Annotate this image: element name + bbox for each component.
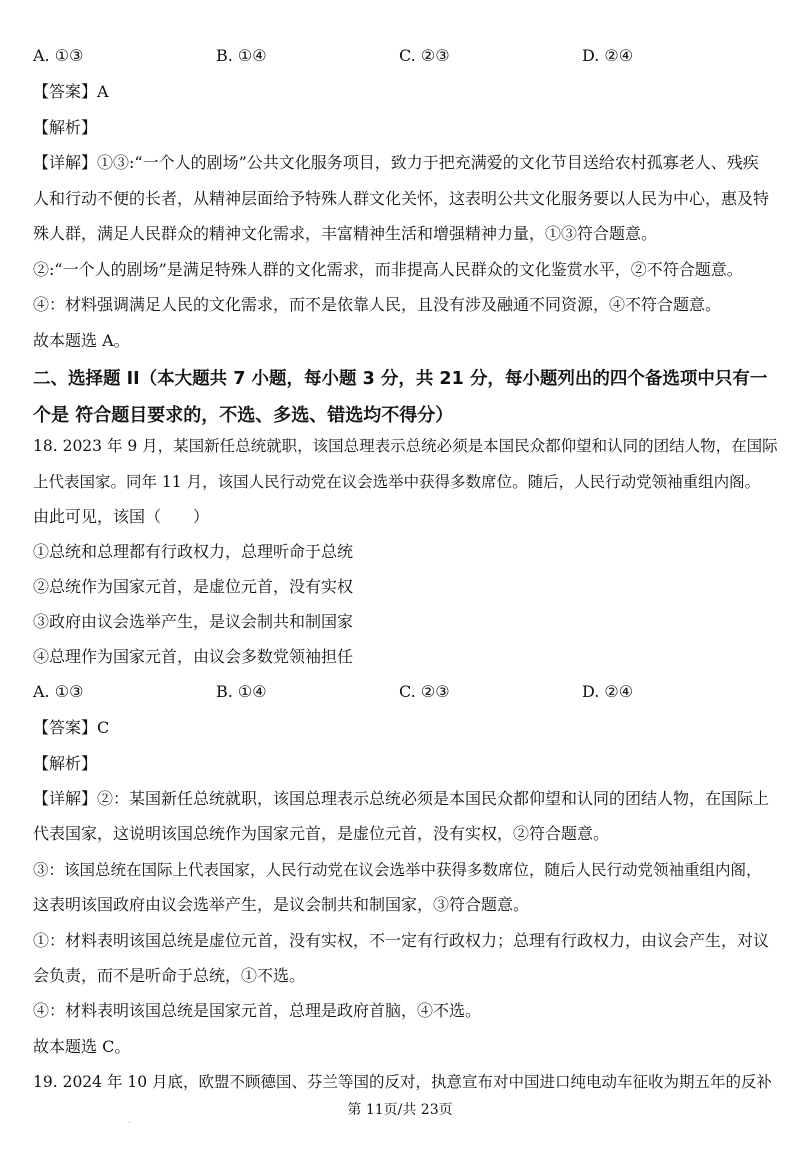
q18-detail-line: 这表明该国政府由议会选举产生，是议会制共和制国家，③符合题意。: [33, 895, 530, 914]
q17-detail-line: ④：材料强调满足人民的文化需求，而不是依靠人民，且没有涉及融通不同资源，④不符合题意。: [33, 295, 722, 314]
q17-option-b: B. ①④: [216, 46, 267, 65]
q18-stem-line: 由此可见，该国（ ）: [33, 507, 210, 526]
page-footer: 第 11页/共 23页: [347, 1102, 453, 1118]
q17-analysis-label: 【解析】: [33, 118, 98, 137]
section-heading-line1: 二、选择题 II（本大题共 7 小题，每小题 3 分，共 21 分，每小题列出的四个备选项中只有一: [33, 369, 768, 389]
q18-detail-line: 【详解】②：某国新任总统就职，该国总理表示总统必须是本国民众都仰望和认同的团结人物，在国际上: [33, 789, 770, 808]
q17-option-d: D. ②④: [582, 46, 634, 65]
q17-option-a: A. ①③: [33, 46, 84, 65]
q18-detail-line: ①：材料表明该国总统是虚位元首，没有实权，不一定有行政权力；总理有行政权力，由议会产生，对议: [33, 931, 770, 950]
q18-stem-line: 18. 2023 年 9 月，某国新任总统就职，该国总理表示总统必须是本国民众都仰望和认同的团结人物，在国际: [33, 437, 778, 455]
q18-detail-line: 代表国家，这说明该国总统作为国家元首，是虚位元首，没有实权，②符合题意。: [33, 824, 610, 843]
q18-analysis-label: 【解析】: [33, 754, 98, 773]
q17-detail-line: 人和行动不便的长者，从精神层面给予特殊人群文化关怀，这表明公共文化服务要以人民为中心，惠及特: [33, 189, 770, 208]
q18-option-c: C. ②③: [399, 682, 450, 701]
q17-detail-line: 殊人群，满足人民群众的精神文化需求，丰富精神生活和增强精神力量，①③符合题意。: [33, 224, 658, 243]
q17-option-c: C. ②③: [399, 46, 450, 65]
q18-conclusion: 故本题选 C。: [33, 1037, 131, 1056]
q18-answer: 【答案】C: [33, 718, 110, 737]
q19-stem-line: 19. 2024 年 10 月底，欧盟不顾德国、芬兰等国的反对，执意宣布对中国进口纯电动车征收为期五年的反补: [33, 1073, 773, 1091]
scan-speck: ·: [128, 1118, 131, 1127]
q18-option-b: B. ①④: [216, 682, 267, 701]
q18-stem-line: 上代表国家。同年 11 月，该国人民行动党在议会选举中获得多数席位。随后，人民行动党领袖重组内阁。: [33, 473, 761, 491]
q18-option-d: D. ②④: [582, 682, 634, 701]
section-heading-line2: 个是 符合题目要求的，不选、多选、错选均不得分）: [33, 405, 454, 426]
q18-detail-line: ④：材料表明该国总统是国家元首，总理是政府首脑，④不选。: [33, 1001, 482, 1020]
q18-item: ③政府由议会选举产生，是议会制共和制国家: [33, 612, 354, 631]
q18-item: ②总统作为国家元首，是虚位元首，没有实权: [33, 577, 354, 596]
q18-detail-line: 会负责，而不是听命于总统，①不选。: [33, 966, 306, 985]
q17-answer: 【答案】A: [33, 82, 109, 101]
q17-detail-line: ②:“一个人的剧场”是满足特殊人群的文化需求，而非提高人民群众的文化鉴赏水平，②不符合题意。: [33, 260, 743, 279]
q18-item: ①总统和总理都有行政权力，总理听命于总统: [33, 542, 354, 561]
q18-option-a: A. ①③: [33, 682, 84, 701]
q17-detail-line: 【详解】①③:“一个人的剧场”公共文化服务项目，致力于把充满爱的文化节目送给农村孤寡老人、残疾: [33, 153, 759, 172]
q17-conclusion: 故本题选 A。: [33, 331, 130, 350]
q18-detail-line: ③：该国总统在国际上代表国家，人民行动党在议会选举中获得多数席位，随后人民行动党领袖重组内阁，: [33, 861, 762, 879]
q18-item: ④总理作为国家元首，由议会多数党领袖担任: [33, 647, 354, 666]
